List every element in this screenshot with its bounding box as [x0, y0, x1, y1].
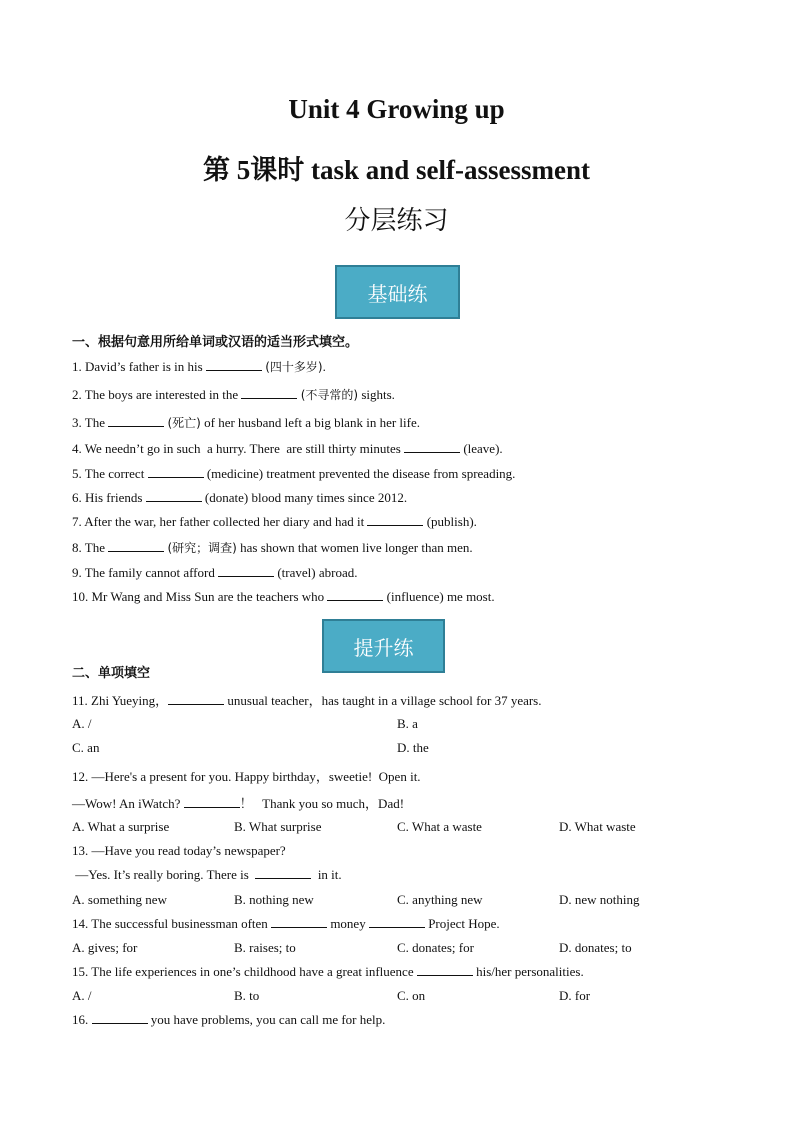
- option-a: A. What a surprise: [72, 819, 170, 834]
- answer-blank: [218, 565, 274, 577]
- lesson-number: 5: [236, 155, 251, 185]
- lesson-prefix: 第: [202, 155, 230, 186]
- answer-blank: [271, 916, 327, 928]
- question-1: 1. David’s father is in his (四十多岁).: [72, 359, 326, 374]
- question-10: 10. Mr Wang and Miss Sun are the teachers who (influence) me most.: [72, 589, 495, 604]
- option-c: C. an: [72, 740, 100, 755]
- option-a: A. something new: [72, 892, 167, 907]
- advanced-practice-badge: 提升练: [322, 619, 445, 673]
- answer-blank: [404, 441, 460, 453]
- part2-heading: 二、单项填空: [72, 666, 151, 681]
- option-d: D. donates; to: [559, 940, 632, 955]
- question-16: 16. you have problems, you can call me for help.: [72, 1012, 386, 1027]
- answer-blank: [108, 540, 164, 552]
- answer-blank: [146, 490, 202, 502]
- answer-blank: [108, 415, 164, 427]
- option-b: B. to: [234, 988, 260, 1003]
- question-13: 13. —Have you read today’s newspaper?: [72, 843, 286, 858]
- option-d: D. new nothing: [559, 892, 640, 907]
- answer-blank: [241, 387, 297, 399]
- basic-practice-badge: 基础练: [335, 265, 460, 319]
- answer-blank: [327, 589, 383, 601]
- question-12-reply: —Wow! An iWatch? ！ Thank you so much，Dad!: [72, 796, 405, 811]
- option-a: A. /: [72, 716, 92, 731]
- question-11: 11. Zhi Yueying， unusual teacher，has taught in a village school for 37 years.: [72, 693, 542, 708]
- option-a: A. /: [72, 988, 92, 1003]
- option-a: A. gives; for: [72, 940, 138, 955]
- question-9: 9. The family cannot afford (travel) abroad.: [72, 565, 358, 580]
- lesson-topic: task and self-assessment: [310, 155, 591, 185]
- option-d: D. the: [397, 740, 429, 755]
- answer-blank: [92, 1012, 148, 1024]
- answer-blank: [168, 693, 224, 705]
- answer-blank: [148, 466, 204, 478]
- option-c: C. What a waste: [397, 819, 482, 834]
- answer-blank: [369, 916, 425, 928]
- answer-blank: [206, 359, 262, 371]
- option-c: C. on: [397, 988, 426, 1003]
- question-13-reply: —Yes. It’s really boring. There is in it.: [72, 867, 342, 882]
- unit-title: Unit 4 Growing up: [288, 94, 505, 124]
- question-5: 5. The correct (medicine) treatment prevented the disease from spreading.: [72, 466, 516, 481]
- answer-blank: [417, 964, 473, 976]
- question-14: 14. The successful businessman often money Project Hope.: [72, 916, 500, 931]
- question-15: 15. The life experiences in one’s childhood have a great influence his/her personalities.: [72, 964, 584, 979]
- answer-blank: [184, 796, 240, 808]
- option-c: C. anything new: [397, 892, 483, 907]
- question-6: 6. His friends (donate) blood many times since 2012.: [72, 490, 408, 505]
- lesson-title: [0, 148, 793, 187]
- option-c: C. donates; for: [397, 940, 474, 955]
- option-b: B. a: [397, 716, 418, 731]
- option-b: B. nothing new: [234, 892, 314, 907]
- question-12: 12. —Here's a present for you. Happy birthday，sweetie! Open it.: [72, 769, 421, 784]
- option-b: B. What surprise: [234, 819, 322, 834]
- option-b: B. raises; to: [234, 940, 296, 955]
- lesson-mid: 课时: [250, 155, 305, 186]
- question-8: 8. The (研究；调查) has shown that women live longer than men.: [72, 540, 473, 555]
- question-2: 2. The boys are interested in the (不寻常的) sights.: [72, 387, 395, 402]
- answer-blank: [255, 867, 311, 879]
- question-4: 4. We needn’t go in such a hurry. There are still thirty minutes (leave).: [72, 441, 503, 456]
- page-subtitle: 分层练习: [344, 206, 449, 236]
- option-d: D. for: [559, 988, 591, 1003]
- option-d: D. What waste: [559, 819, 636, 834]
- part1-heading: 一、根据句意用所给单词或汉语的适当形式填空。: [72, 335, 359, 350]
- question-3: 3. The (死亡) of her husband left a big blank in her life.: [72, 415, 420, 430]
- answer-blank: [367, 514, 423, 526]
- question-7: 7. After the war, her father collected her diary and had it (publish).: [72, 514, 477, 529]
